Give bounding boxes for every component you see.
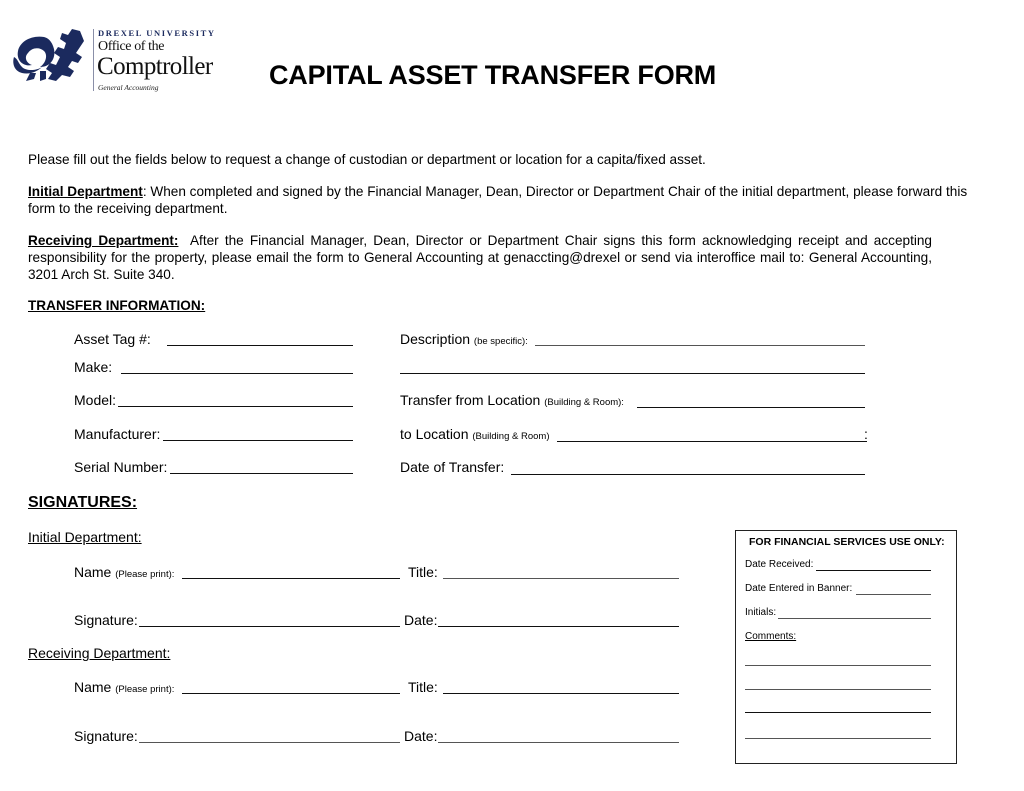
to-location-field[interactable] [557, 441, 867, 442]
initial-name-field[interactable] [182, 578, 400, 579]
comments-line-2[interactable] [745, 689, 931, 690]
initial-date-field[interactable] [438, 626, 679, 627]
receiving-name-label [74, 679, 174, 695]
comments-line-1[interactable] [745, 665, 931, 666]
comments-line-3[interactable] [745, 712, 931, 713]
transfer-from-location-label [400, 392, 624, 408]
initials-label: Initials: [745, 607, 777, 618]
drexel-comptroller-logo [10, 27, 220, 95]
intro-text: Please fill out the fields below to request a change of custodian or department or location for a capita/fixed asset. [28, 152, 706, 167]
make-label: Make: [74, 359, 113, 375]
transfer-information-heading: TRANSFER INFORMATION: [28, 298, 206, 313]
initial-department-signature-label: Initial Department: [28, 529, 142, 545]
initial-date-label: Date: [404, 612, 438, 628]
receiving-signature-label: Signature: [74, 728, 138, 744]
date-entered-label: Date Entered in Banner: [745, 583, 853, 594]
page-title: CAPITAL ASSET TRANSFER FORM [269, 60, 717, 90]
transfer-from-label-text: Transfer from Location [400, 392, 541, 408]
comments-line-4[interactable] [745, 738, 931, 739]
receiving-department-instructions [28, 232, 936, 283]
initial-department-heading: Initial Department [28, 184, 143, 199]
date-of-transfer-label: Date of Transfer: [400, 459, 505, 475]
make-field[interactable] [121, 373, 353, 374]
description-label-text: Description [400, 331, 471, 347]
to-location-label [400, 426, 549, 442]
initial-department-text: : When completed and signed by the Financial Manager, Dean, Director or Department Chair of the initial department, please forward this form to the receiving department. [28, 184, 968, 216]
description-field[interactable] [535, 345, 865, 346]
receiving-signature-field[interactable] [139, 742, 400, 743]
model-field[interactable] [118, 406, 353, 407]
initial-name-hint: (Please print): [115, 569, 175, 580]
initial-signature-label: Signature: [74, 612, 138, 628]
logo-divider [93, 29, 94, 91]
receiving-date-label: Date: [404, 728, 438, 744]
logo-comptroller: Comptroller [97, 53, 213, 80]
receiving-name-field[interactable] [182, 693, 400, 694]
receiving-department-heading: Receiving Department: [28, 233, 179, 248]
manufacturer-label: Manufacturer: [74, 426, 161, 442]
date-received-label: Date Received: [745, 559, 814, 570]
serial-number-field[interactable] [170, 473, 353, 474]
date-received-field[interactable] [816, 570, 931, 571]
asset-tag-field[interactable] [167, 345, 353, 346]
receiving-name-hint: (Please print): [115, 684, 175, 695]
date-of-transfer-field[interactable] [511, 474, 865, 475]
receiving-department-text: After the Financial Manager, Dean, Director or Department Chair signs this form acknowledging receipt and accepting responsibility for the property, please email the form to General Accounting at genaccting@drexel or send via interoffice mail to: General Accounting, 3201 Arch St. Suite 340. [28, 233, 936, 282]
to-location-label-text: to Location [400, 426, 469, 442]
initial-signature-field[interactable] [139, 626, 400, 627]
initial-name-label [74, 564, 174, 580]
date-entered-field[interactable] [856, 594, 931, 595]
logo-university: DREXEL UNIVERSITY [98, 28, 216, 38]
description-hint: (be specific): [473, 336, 528, 347]
logo-division: General Accounting [98, 83, 159, 92]
initials-field[interactable] [778, 618, 931, 619]
initial-department-instructions [28, 183, 985, 217]
receiving-title-field[interactable] [443, 693, 679, 694]
initial-name-label-text: Name [74, 564, 112, 580]
model-label: Model: [74, 392, 117, 408]
to-location-suffix: : [864, 426, 868, 442]
dragon-icon [10, 27, 86, 83]
asset-tag-label: Asset Tag #: [74, 331, 151, 347]
initial-title-label: Title: [408, 564, 438, 580]
comments-label: Comments: [745, 631, 797, 642]
logo-office: Office of the [98, 39, 165, 54]
signatures-heading: SIGNATURES: [28, 494, 138, 511]
receiving-date-field[interactable] [438, 742, 679, 743]
description-field-line-2[interactable] [400, 373, 865, 374]
financial-services-box [735, 530, 957, 764]
description-label [400, 331, 528, 347]
manufacturer-field[interactable] [163, 440, 353, 441]
receiving-title-label: Title: [408, 679, 438, 695]
serial-number-label: Serial Number: [74, 459, 168, 475]
initial-title-field[interactable] [443, 578, 679, 579]
receiving-department-signature-label: Receiving Department: [28, 645, 171, 661]
transfer-from-hint: (Building & Room): [544, 397, 624, 408]
transfer-from-location-field[interactable] [637, 407, 865, 408]
financial-services-title: FOR FINANCIAL SERVICES USE ONLY: [749, 536, 945, 548]
to-location-hint: (Building & Room) [472, 431, 550, 442]
receiving-name-label-text: Name [74, 679, 112, 695]
